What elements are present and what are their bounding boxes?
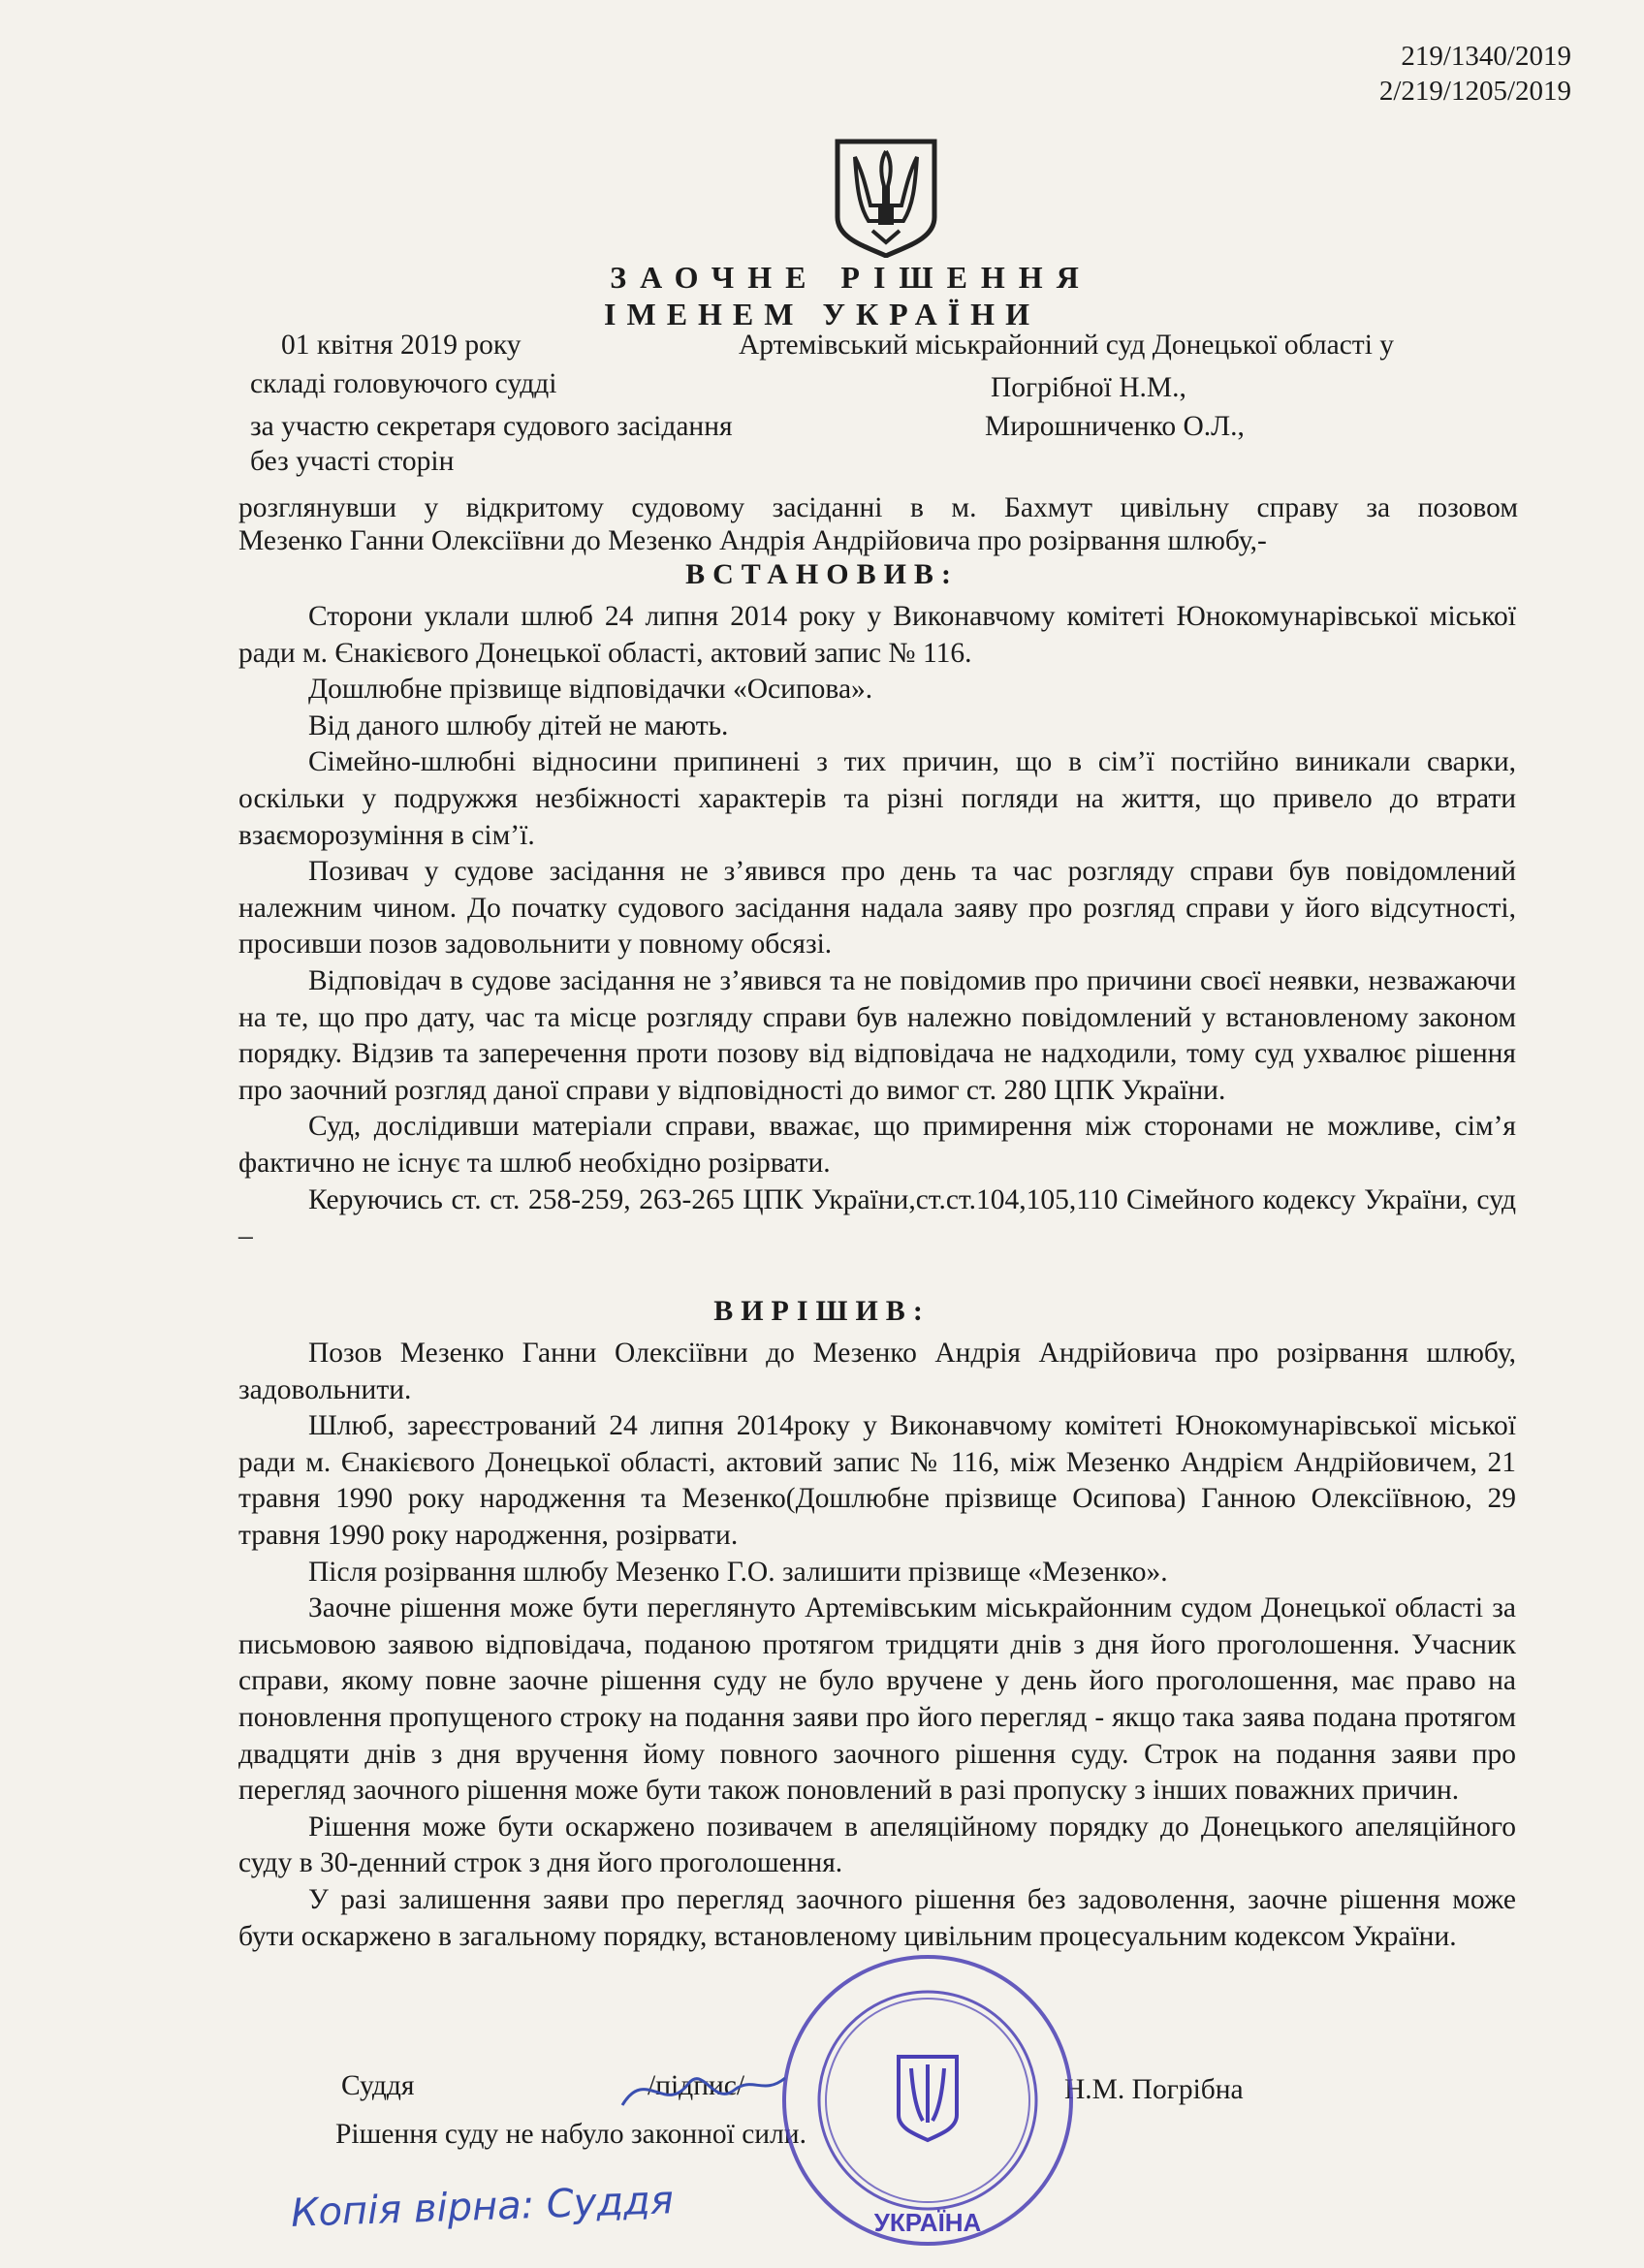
legal-force-status: Рішення суду не набуло законної сили.	[335, 2119, 806, 2150]
established-paragraph: Дошлюбне прізвище відповідачки «Осипова».	[308, 674, 873, 706]
established-body	[238, 599, 1516, 1255]
case-numbers	[1379, 39, 1571, 109]
parties-note: без участі сторін	[250, 446, 455, 477]
decision-date: 01 квітня 2019 року	[281, 330, 522, 361]
judge-label: Суддя	[341, 2070, 415, 2101]
established-heading: ВСТАНОВИВ:	[685, 558, 959, 590]
ukraine-trident-emblem-icon	[834, 138, 938, 258]
signing-judge-name: Н.М. Погрібна	[1064, 2074, 1244, 2105]
decided-paragraph: Рішення може бути оскаржено позивачем в апеляційному порядку до Донецького апеляційного суду в 30-денний строк з дня його проголошення.	[238, 1811, 1516, 1879]
signature-placeholder: /підпис/	[648, 2070, 745, 2101]
established-paragraph: Керуючись ст. ст. 258-259, 263-265 ЦПК України,ст.ст.104,105,110 Сімейного кодексу України, суд –	[238, 1183, 1516, 1252]
document-title: ЗАОЧНЕ РІШЕННЯ	[610, 260, 1092, 295]
decided-heading: ВИРІШИВ:	[713, 1295, 931, 1327]
case-number-2: 2/219/1205/2019	[1378, 76, 1571, 107]
decided-paragraph: У разі залишення заяви про перегляд заочного рішення без задоволення, заочне рішення може бути оскаржено в загальному порядку, встановленому цивільним процесуальним кодексом України.	[238, 1883, 1516, 1952]
established-paragraph: Від даного шлюбу дітей не мають.	[308, 709, 729, 741]
case-description-line-2: Мезенко Ганни Олексіївни до Мезенко Андрія Андрійовича про розірвання шлюбу,-	[238, 525, 1267, 556]
secretary-name: Мирошниченко О.Л.,	[985, 411, 1245, 442]
case-number-1: 219/1340/2019	[1401, 41, 1571, 72]
case-description-line-1: розглянувши у відкритому судовому засіданні в м. Бахмут цивільну справу за позовом	[238, 492, 1518, 523]
decided-body	[238, 1336, 1516, 1955]
established-paragraph: Суд, дослідивши матеріали справи, вважає, що примирення між сторонами не можливе, сім’я фактично не існує та шлюб необхідно розірвати.	[238, 1111, 1516, 1179]
handwritten-certification: Копія вірна: Суддя	[290, 2178, 675, 2236]
decided-paragraph: Після розірвання шлюбу Мезенко Г.О. залишити прізвище «Мезенко».	[308, 1556, 1168, 1588]
established-paragraph: Сторони уклали шлюб 24 липня 2014 року у Виконавчому комітеті Юнокомунарівської міської ради м. Єнакієвого Донецької області, актовий запис № 116.	[238, 601, 1516, 669]
decided-paragraph: Заочне рішення може бути переглянуто Артемівським міськрайонним судом Донецької області за письмовою заявою відповідача, поданою протягом тридцяти днів з дня його проголошення. Учасник справи, якому повне заочне рішення суду не було вручене у день його проголошення, має право на поновлення пропущеного строку на подання заяви про його перегляд - якщо така заява подана протягом двадцяти днів з дня вручення йому повного заочного рішення суду. Строк на подання заяви про перегляд заочного рішення може бути також поновлений в разі пропуску з інших поважних причин.	[238, 1592, 1516, 1807]
secretary-label: за участю секретаря судового засідання	[250, 411, 733, 442]
signature-scribble	[616, 2057, 791, 2125]
decided-paragraph: Позов Мезенко Ганни Олексіївни до Мезенко Андрія Андрійовича про розірвання шлюбу, задовольнити.	[238, 1338, 1516, 1405]
established-paragraph: Позивач у судове засідання не з’явився про день та час розгляду справи був повідомлений належним чином. До початку судового засідання надала заяву про розгляд справи у його відсутності, просивши позов задовольнити у повному обсязі.	[238, 856, 1516, 961]
presiding-label: складі головуючого судді	[250, 368, 557, 399]
court-round-stamp-icon	[777, 1950, 1078, 2251]
established-paragraph: Відповідач в судове засідання не з’явився та не повідомив про причини своєї неявки, незважаючи на те, що про дату, час та місце розгляду справи був належно повідомлений у встановленому законом порядку. Відзив та заперечення проти позову від відповідача не надходили, тому суд ухвалює рішення про заочний розгляд даної справи у відповідності до вимог ст. 280 ЦПК України.	[238, 964, 1516, 1106]
court-name: Артемівський міськрайонний суд Донецької області у	[739, 330, 1395, 361]
decided-paragraph: Шлюб, зареєстрований 24 липня 2014року у Виконавчому комітеті Юнокомунарівської міської ради м. Єнакієвого Донецької області, актовий запис № 116, між Мезенко Андрієм Андрійовичем, 21 травня 1990 року народження та Мезенко(Дошлюбне прізвище Осипова) Ганною Олексіївною, 29 травня 1990 року народження, розірвати.	[238, 1410, 1516, 1551]
stamp-text: УКРАЇНА	[873, 2208, 982, 2237]
established-paragraph: Сімейно-шлюбні відносини припинені з тих причин, що в сім’ї постійно виникали сварки, оскільки у подружжя незбіжності характерів та різні погляди на життя, що привело до втрати взаєморозуміння в сім’ї.	[238, 746, 1516, 851]
document-subtitle: ІМЕНЕМ УКРАЇНИ	[604, 297, 1040, 331]
judge-name: Погрібної Н.М.,	[991, 372, 1186, 403]
